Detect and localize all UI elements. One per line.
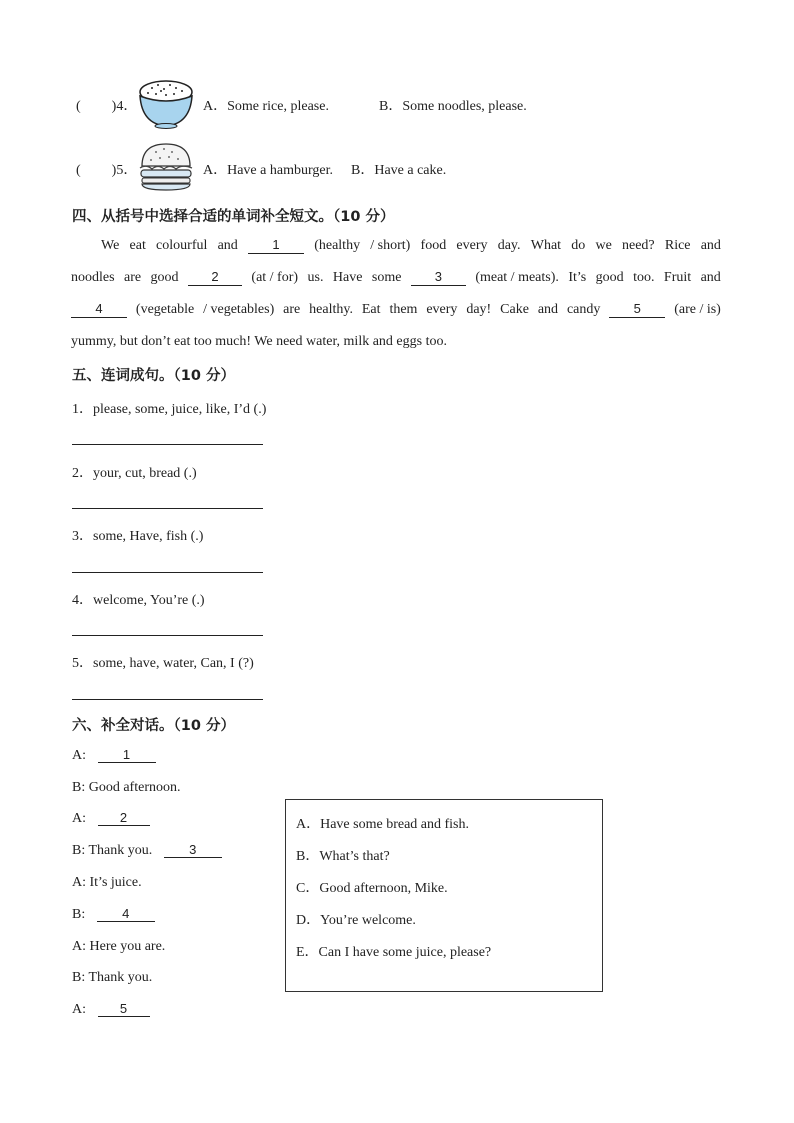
option-b: B．What’s that? <box>296 849 390 864</box>
hamburger-icon <box>136 140 196 194</box>
dialog-blank-1[interactable]: 1 <box>98 748 156 763</box>
answer-line-5[interactable] <box>72 699 263 700</box>
speaker: B: <box>72 970 86 985</box>
word: too. <box>633 270 655 285</box>
word: / short) <box>370 238 411 253</box>
word: some <box>371 270 402 285</box>
word: / vegetables) <box>203 302 275 317</box>
word: we <box>595 238 612 253</box>
section5-item-1: 1．please, some, juice, like, I’d (.) <box>72 402 267 417</box>
word: Eat <box>361 302 381 317</box>
word: and <box>217 238 238 253</box>
blank-2[interactable]: 2 <box>188 270 242 286</box>
word: It’s <box>568 270 587 285</box>
dialog-line-8 <box>72 970 152 986</box>
dialog-line-3 <box>72 811 150 827</box>
q5-row <box>76 159 137 179</box>
dialog-blank-5[interactable]: 5 <box>98 1002 150 1017</box>
dialog-blank-2[interactable]: 2 <box>98 811 150 826</box>
q4-option-a: A．Some rice, please. <box>203 99 329 114</box>
options-box <box>285 799 603 992</box>
q4-answer-paren-open: ( <box>76 99 81 114</box>
q4-option-b: B．Some noodles, please. <box>379 99 527 114</box>
section4-line-1 <box>101 238 721 254</box>
answer-line-4[interactable] <box>72 635 263 636</box>
word: every <box>456 238 488 253</box>
q4-row <box>76 95 137 115</box>
option-d: D．You’re welcome. <box>296 913 416 928</box>
q5-answer-paren-close: ) <box>111 163 117 178</box>
dialog-line-2 <box>72 780 181 796</box>
word: colourful <box>156 238 208 253</box>
word: do <box>571 238 586 253</box>
rice-bowl-icon <box>136 76 196 130</box>
blank-5[interactable]: 5 <box>609 302 665 318</box>
word: are <box>124 270 142 285</box>
word: (meat / meats). <box>475 270 559 285</box>
answer-line-1[interactable] <box>72 444 263 445</box>
section5-item-4: 4．welcome, You’re (.) <box>72 593 205 608</box>
word: (at / for) <box>251 270 299 285</box>
word: We <box>101 238 120 253</box>
word: Have <box>332 270 363 285</box>
speaker: A: <box>72 811 86 826</box>
dialog-text: It’s juice. <box>89 875 142 890</box>
word: day. <box>497 238 521 253</box>
answer-line-3[interactable] <box>72 572 263 573</box>
word: (are / is) <box>674 302 721 317</box>
q5-answer-paren-open: ( <box>76 163 81 178</box>
answer-line-2[interactable] <box>72 508 263 509</box>
section4-line-4: yummy, but don’t eat too much! We need water, milk and eggs too. <box>71 334 447 349</box>
word: and <box>537 302 559 317</box>
speaker: A: <box>72 1002 86 1017</box>
section5-item-2: 2．your, cut, bread (.) <box>72 466 197 481</box>
word: us. <box>307 270 324 285</box>
section4-line-3 <box>71 302 721 318</box>
word: good <box>150 270 179 285</box>
q4-answer-paren-close: ) <box>111 99 117 114</box>
word: noodles <box>71 270 115 285</box>
dialog-line-1 <box>72 748 156 764</box>
word: healthy. <box>309 302 353 317</box>
section4-line-2 <box>71 270 721 286</box>
option-c: C．Good afternoon, Mike. <box>296 881 448 896</box>
blank-1[interactable]: 1 <box>248 238 304 254</box>
dialog-blank-3[interactable]: 3 <box>164 843 222 858</box>
dialog-blank-4[interactable]: 4 <box>97 907 155 922</box>
word: What <box>530 238 562 253</box>
word: need? <box>622 238 655 253</box>
section5-item-3: 3．some, Have, fish (.) <box>72 529 204 544</box>
dialog-line-4 <box>72 843 222 859</box>
dialog-text: Thank you. <box>88 970 153 985</box>
word: good <box>595 270 624 285</box>
section4-heading: 四、从括号中选择合适的单词补全短文。（10 分） <box>72 209 395 225</box>
dialog-line-6 <box>72 907 155 923</box>
section5-item-5: 5．some, have, water, Can, I (?) <box>72 656 254 671</box>
dialog-line-9 <box>72 1002 150 1018</box>
dialog-text: Here you are. <box>89 939 166 954</box>
dialog-line-5 <box>72 875 142 891</box>
word: every <box>426 302 458 317</box>
word: Rice <box>664 238 691 253</box>
word: (vegetable <box>135 302 195 317</box>
q4-number: 4． <box>116 99 138 114</box>
word: are <box>283 302 301 317</box>
speaker: A: <box>72 875 86 890</box>
speaker: A: <box>72 939 86 954</box>
speaker: A: <box>72 748 86 763</box>
q5-option-a: A．Have a hamburger. <box>203 163 333 178</box>
word: food <box>420 238 447 253</box>
blank-4[interactable]: 4 <box>71 302 127 318</box>
speaker: B: <box>72 780 86 795</box>
option-a: A．Have some bread and fish. <box>296 817 470 832</box>
option-e: E．Can I have some juice, please? <box>296 945 492 960</box>
section6-heading: 六、补全对话。（10 分） <box>72 718 235 734</box>
blank-3[interactable]: 3 <box>411 270 466 286</box>
word: candy <box>566 302 601 317</box>
word: and <box>700 270 721 285</box>
speaker: B: <box>72 907 86 922</box>
word: day! <box>466 302 492 317</box>
word: eat <box>129 238 146 253</box>
dialog-text: Thank you. <box>88 843 153 858</box>
section5-heading: 五、连词成句。（10 分） <box>72 368 235 384</box>
word: Cake <box>500 302 529 317</box>
q5-number: 5． <box>116 163 138 178</box>
dialog-text: Good afternoon. <box>88 780 181 795</box>
q5-option-b: B．Have a cake. <box>351 163 447 178</box>
word: Fruit <box>663 270 692 285</box>
word: (healthy <box>314 238 361 253</box>
speaker: B: <box>72 843 86 858</box>
word: them <box>389 302 418 317</box>
dialog-line-7 <box>72 939 165 955</box>
word: and <box>700 238 721 253</box>
